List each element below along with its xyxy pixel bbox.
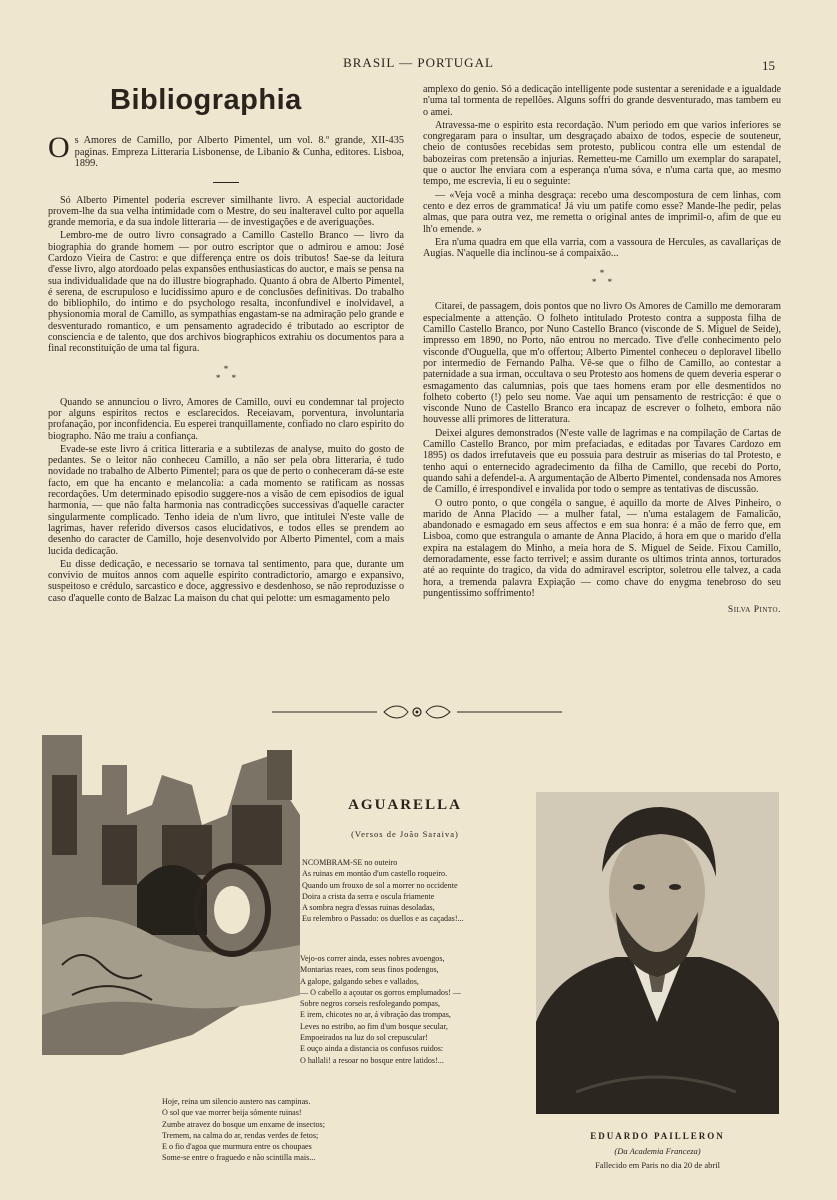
page-number: 15: [762, 58, 775, 73]
paragraph: O outro ponto, o que congéla o sangue, é aquillo da morte de Alves Pinheiro, o marido de Anna Placido — a mulher fatal, — n'uma estalagem de Famalicão, abandonado e esmagado em seus affectos e em sua honra: é a mão de ferro que, em Lisboa, como que estrangula o amante de Anna Placido, á hora em que o marido d'ella expira na estalagem do Minho, a meia hora de S. Miguel de Seide. Fixou Camillo, demoradamente, esse facto terrivel; e assim durante os ultimos trinta annos, torturados até ao requinte do tragico, da vida do admiravel escriptor, soletrou elle talvez, a cada hora, a tremenda palavra Expiação — como chave do enygma tenebroso do seu pungentissimo soffrimento!: [423, 497, 781, 599]
paragraph: Atravessa-me o espirito esta recordação. N'um periodo em que varios inferiores se congregaram para o insultar, um desgraçado abaixo de todos, especie de souteneur, cheio de contusões recebidas sem protesto, publicou contra elle um estendal de babozeiras com pretensão a injurias. Remetteu-me Camillo um exemplar do sarapatel, que o auctor lhe enviara com a esperança n'uma sóva, e n'uma carta que, ao mesmo tempo, me escrevia, li eu o seguinte:: [423, 119, 781, 188]
poem-line: A sombra negra d'essas ruinas desoladas,: [302, 903, 435, 913]
paragraph: amplexo do genio. Só a dedicação intelligente pode sustentar a serenidade e a igualdade n'uma tal tormenta de repellões. Alguns soffri do grande desventurado, mas tambem eu o amei.: [423, 84, 781, 118]
poem-line: Vejo-os correr ainda, esses nobres avoengos,: [300, 954, 445, 963]
portrait-death-note: Fallecido em Paris no dia 20 de abril: [595, 1160, 720, 1170]
paragraph: Citarei, de passagem, dois pontos que no livro Os Amores de Camillo me demoraram especialmente a attenção. O folheto intitulado Protesto contra a supposta filha de Camillo Castello Branco, por Nuno Castello Branco (visconde de S. Miguel de Seide), impresso em 1890, no Porto, não entrou no mercado. Tive d'elle conhecimento pelo visconde d'Ouguella, que m'o offertou; Alberto Pimentel conheceu o deploravel libello por intermedio de Fernando Palha. Vê-se que o filho de Camillo, ao contestar a paternidade a sua irman, occultava o seu Protesto aos homens de quem deveria esperar o esmagamento das calumnias, pois que taes homens eram por elle desmentidos no folheto coberto (!) pelo seu nome. Vae aqui um pensamento de restricção: é que o visconde Nuno de Castello Branco era incapaz de escrever o folheto, embora não houvesse alli primores de litteratura.: [423, 301, 781, 426]
section-title: Bibliographia: [110, 84, 302, 116]
ornamental-divider: [272, 704, 562, 720]
poem-line: Zumbe atravez do bosque um enxame de insectos;: [162, 1119, 325, 1129]
poem-line: E ouço ainda a distancia os confusos ruidos:: [300, 1044, 444, 1054]
poem-line: — O cabello a açoutar os gorros emplumados! —: [300, 987, 461, 997]
left-column: [48, 84, 404, 606]
poem-line: E irem, chicotes no ar, á vibração das trompas,: [300, 1010, 451, 1020]
poem-line: Sobre negros corseis resfolegando pompas,: [300, 999, 441, 1009]
poem-line: Quando um frouxo de sol a morrer no occidente: [302, 880, 458, 890]
poem-stanza-2: [300, 953, 461, 1066]
portrait-subtitle: (Da Academia Franceza): [614, 1146, 701, 1156]
poem-title: AGUARELLA: [348, 797, 462, 813]
poem-byline: (Versos de João Saraiva): [351, 829, 459, 839]
poem-line: Hoje, reina um silencio austero nas campinas.: [162, 1097, 311, 1106]
poem-line: Montarias reaes, com seus finos podengos,: [300, 965, 439, 975]
poem-line: Some-se entre o fraguedo e não scintilla mais...: [162, 1153, 316, 1163]
poem-line: O sol que vae morrer beija sómente ruinas!: [162, 1108, 302, 1118]
poem-line: O hallali! a resoar no bosque entre latidos!...: [300, 1055, 444, 1065]
author-signature: Silva Pinto.: [727, 605, 781, 616]
paragraph: Eu disse dedicação, e necessario se tornava tal sentimento, para que, durante um convivio de muitos annos com aquelle espirito contradictorio, amargo e expansivo, suspeitoso e crédulo, sarcastico e doce, aggressivo e desdenhoso, se não reproduzisse o caso d'aquelle conto de Balzac La maison du chat qui pelotte: um esmagamento pelo: [48, 558, 404, 604]
poem-line: E o fio d'agoa que murmura entre os choupaes: [162, 1142, 312, 1152]
poem-line: Leves no estribo, ao fim d'um bosque secular,: [300, 1021, 448, 1031]
poem-line: NCOMBRAM-SE no outeiro: [302, 858, 398, 867]
portrait-photo: [536, 792, 779, 1114]
review-heading: [48, 131, 404, 170]
poem-line: Doira a crista da serra e oscula friamente: [302, 891, 435, 901]
portrait-name: EDUARDO PAILLERON: [590, 1131, 725, 1141]
paragraph: Lembro-me de outro livro consagrado a Camillo Castello Branco — livro da biographia do grande homem — por outro escriptor que o admirou e amou: José Cardozo Vieira de Castro: e que differença entre os dois tributos! Sae-se da leitura d'esse livro, algo atordoado pelas expansões enthusiasticas do auctor, e mais se pensa na sua individualidade que na do illustre biographado. Quanto á obra de Alberto Pimentel, é serena, de escrupuloso e lucidissimo apuro e de conclusões definitivas. Do trabalho do bibliophilo, do intimo e do psychologo resalta, inconfundivel e inolvidavel, a physionomia moral de Camillo, as sympathias engastam-se na admiração pelo grande e desventurado romantico, e um pensamento agradecido é tributado ao escriptor de consciencia e de talento, que dos archivos biographicos extrahiu os documentos para a final reconstituição de uma tal figura.: [48, 230, 404, 355]
castle-ruins-illustration: [42, 735, 300, 1055]
running-title: BRASIL — PORTUGAL: [343, 55, 494, 70]
poem-line: As ruinas em montão d'um castello roqueiro.: [302, 869, 448, 879]
poem-line: Eu relembro o Passado: os duellos e as caçadas!...: [302, 914, 464, 924]
paragraph: Evade-se este livro á critica litteraria e a subtilezas de analyse, muito do gosto de pedantes. Se o leitor não conheceu Camillo, a não ser pela obra litteraria, é tudo novidade no trabalho de Alberto Pimentel; para os que de perto o conheceram dá-se este facto, em que ha encanto e melancolia: a cada momento se ratificam as nossas recordações. Um determinado episodio suggere-nos a visão de cem episodios de igual harmonia, — que não falta harmonia nas contradicções successivas d'aquelle caracter singularmente complicado. Tenho ideia de n'um livro, que intitulei N'este valle de lagrimas, haver referido diversos casos elucidativos, e todos elles se prendem ao desenho do caracter de Camillo, hoje desenvolvido por Alberto Pimentel, com a mais lucida dedicação.: [48, 443, 404, 557]
poem-line: Empoeirados na luz do sol crepuscular!: [300, 1033, 428, 1043]
paragraph: — «Veja você a minha desgraça: recebo uma descompostura de cem linhas, com cento e dez erros de grammatica! Já viu um patife como esse? Mande-lhe pedir, pelas almas, que para outra vez, me remetta o original antes de imprimil-o, afim de que eu lh'o emende. »: [423, 189, 781, 235]
poem-stanza-1: [302, 857, 464, 925]
short-rule: [213, 182, 239, 183]
drop-cap: O: [48, 131, 70, 164]
poem-line: A galope, galgando sebes e vallados,: [300, 976, 419, 986]
poem-stanza-3: [162, 1096, 325, 1164]
right-column: [423, 84, 781, 615]
review-heading-text: s Amores de Camillo, por Alberto Pimentel, um vol. 8.º grande, XII-435 paginas. Empreza Litteraria Lisbonense, de Libanio & Cunha, editores. Lisboa, 1899.: [74, 135, 404, 169]
asterism: * * *: [591, 268, 613, 288]
paragraph: Deixei algures demonstrados (N'este valle de lagrimas e na compilação de Cartas de Camillo Castello Branco, por mim prefaciadas, e editadas por Tavares Cardozo em 1895) os dados irrefutaveis que eu possuia para destruir as miserias do tal Protesto, e tenho aqui o enternecido agradecimento da filha de Camillo, que recebi do Porto, quando sahi a defendel-a. A argumentação de Alberto Pimentel, condensada nos Amores de Camillo, é irrespondivel e invalida por todo o sempre as tentativas de discussão.: [423, 427, 781, 496]
asterism: * * *: [215, 363, 237, 383]
paragraph: Era n'uma quadra em que ella varria, com a vassoura de Hercules, as cavallariças de Augias. N'aquelle dia inclinou-se á compaixão...: [423, 236, 781, 260]
poem-line: Tremem, na calma do ar, rendas verdes de fetos;: [162, 1130, 319, 1140]
paragraph: Só Alberto Pimentel poderia escrever similhante livro. A especial auctoridade provem-lhe da sua velha intimidade com o Mestre, do seu inalteravel culto por aquella grande memoria, e da sua indole litteraria — de investigações e de averiguações.: [48, 194, 404, 229]
paragraph: Quando se annunciou o livro, Amores de Camillo, ouvi eu condemnar tal projecto por alguns espiritos rectos e esclarecidos. Receiavam, porventura, involuntaria profanação, por inconfidencia. Eu esperei tranquillamente, confiado no claro espirito do biographo. Não me traiu a confiança.: [48, 396, 404, 442]
